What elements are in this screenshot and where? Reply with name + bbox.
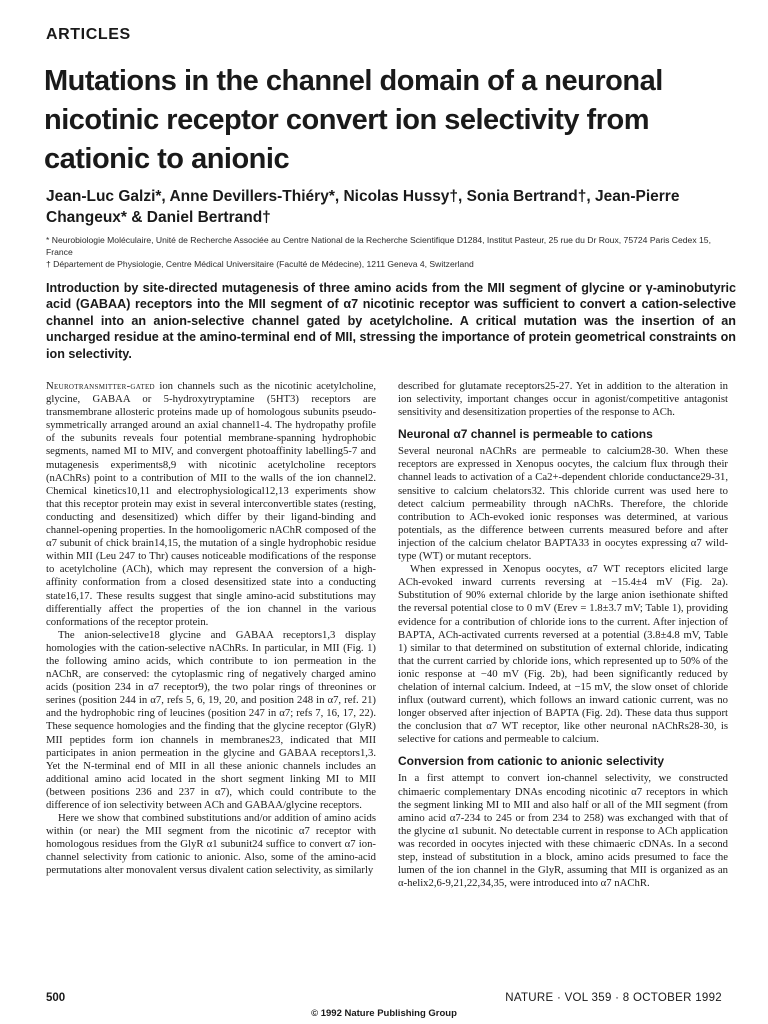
- abstract: Introduction by site-directed mutagenesis of three amino acids from the MII segment of glycine or γ-aminobutyric acid (GABAA) receptors into the MII segment of α7 nicotinic receptor was sufficient to convert a cation-selective channel into an anion-selective channel gated by acetylcholine. A critical mutation was the insertion of an uncharged residue at the amino-terminal end of MII, stressing the importance of protein geometrical constraints on ion selectivity.: [46, 281, 736, 361]
- body-paragraph: described for glutamate receptors25-27. Yet in addition to the alteration in ion selectivity, important changes occur in agonist/competitive antagonist sensitivity and desensitization properties of the response to ACh.: [398, 380, 728, 419]
- paragraph-text: ion channels such as the nicotinic acetylcholine, glycine, GABAA or 5-hydroxytryptamine (5HT3) receptors are transmembrane allosteric proteins made up of homologous subunits pseudo-symmetrically arranged around an axial channel1-4. The hydropathy profile of the subunits reveals four potential membrane-spanning hydrophobic segments, named MI to MIV, and convergent photoaffinity labelling5-7 and mutagenesis experiments8,9 with nicotinic acetylcholine receptors (nAChRs) point to a contribution of MII to the walls of the ion channel2. Chemical kinetics10,11 and electrophysiological12,13 experiments show that this receptor protein may exist in several interconvertible states (resting, conducting and desensitized) which differ by their ligand-binding and channel-opening properties. In the homooligomeric nAChR composed of the α7 subunit of chick brain14,15, the mutation of a single hydrophobic residue within MII (Leu 247 to Thr) causes noticeable modifications of the response to acetylcholine (ACh), which may represent the conversion of a high-affinity conformation from a closed desensitized state into a conducting state16,17. These results suggest that single amino-acid substitutions may differentially affect the properties of the ion channel in the various conformations of the receptor protein.: [46, 380, 376, 628]
- copyright-notice: © 1992 Nature Publishing Group: [311, 1008, 457, 1019]
- page-number: 500: [46, 992, 66, 1004]
- affiliations: [46, 234, 736, 270]
- right-column: [398, 380, 728, 980]
- body-paragraph: Several neuronal nAChRs are permeable to calcium28-30. When these receptors are expressed in Xenopus oocytes, the calcium flux through their channel leads to activation of a Ca2+-dependent chloride conductance29-31, sensitive to calcium chelators32. This chloride current was used here to detect calcium permeability through nAChRs. Therefore, the chloride contribution to ACh-evoked ionic responses was determined, at various potentials, as the difference between currents measured before and after injection of the calcium chelator BAPTA33 in oocytes expressing α7 wild-type (WT) or mutant receptors.: [398, 445, 728, 563]
- affiliation-paris: * Neurobiologie Moléculaire, Unité de Recherche Associée au Centre National de la Recherche Scientifique D1284, Institut Pasteur, 25 rue du Dr Roux, 75724 Paris Cedex 15, France: [46, 235, 711, 257]
- body-paragraph: The anion-selective18 glycine and GABAA receptors1,3 display homologies with the cation-selective nAChRs. In particular, in MII (Fig. 1) the following amino acids, which contribute to ion permeation in the nAChR, are conserved: the cytoplasmic ring of negatively charged amino acids (position 234 in α7 receptor9), the two polar rings of threonines or serines (position 244 in α7, refs 5, 6, 19, 20, and position 248 in α7, ref. 21) and the hydrophobic ring of leucines (position 247 in α7; refs 7, 16, 17, 22). These sequence homologies and the finding that the glycine receptor (GlyR) MII peptides form ion channels in membranes23, indicated that MII participates in anion permeation in the glycine and GABAA receptors1,3. Yet the N-terminal end of MII in all these anionic channels includes an additional amino acid located in the short segment linking MI to MII (between positions 236 and 237 in α7), which could contribute to the difference of ion selectivity between ACh and GABAA/glycine receptors.: [46, 628, 376, 811]
- body-paragraph: In a first attempt to convert ion-channel selectivity, we constructed chimaeric complementary DNAs encoding nicotinic α7 receptors in which the segment linking MI to MII and also half or all of the MII segment (from amino acid α7-234 to 245 or from 234 to 258) was exchanged with that of the glycine α1 subunit. No detectable current in response to ACh application was recorded in oocytes injected with these chimaeric cDNAs. In a second step, instead of substitution in a block, amino acids presumed to face the lumen of the ion channel in the GlyR, assuming that MII is organized as an α-helix2,6-9,21,22,34,35, were introduced into α7 nAChR.: [398, 772, 728, 890]
- section-heading: Conversion from cationic to anionic selectivity: [398, 754, 665, 769]
- section-heading: Neuronal α7 channel is permeable to cations: [398, 427, 653, 442]
- lead-in: Neurotransmitter-gated: [46, 380, 155, 392]
- body-paragraph: [46, 380, 376, 629]
- body-paragraph: Here we show that combined substitutions and/or addition of amino acids within (or near) the MII segment from the nicotinic α7 receptor with homologous residues from the GlyR α1 subunit24 suffice to convert α7 ion-channel selectivity from cationic to anionic. Also, some of the amino-acid permutations alter monovalent versus divalent cation selectivity, as similarly: [46, 812, 376, 877]
- body-paragraph: When expressed in Xenopus oocytes, α7 WT receptors elicited large ACh-evoked inward currents reversing at −15.4±4 mV (Fig. 2a). Substitution of 90% external chloride by the large anion isethionate shifted the reversal potential close to 0 mV (Erev = 1.8±3.7 mV; Table 1), providing evidence for a contribution of chloride ions to the current. After injection of BAPTA, ACh-activated currents reversed at a potential (3.8±4.8 mV, Table 1) similar to that determined on substitution of external chloride, indicating that the current carried by chloride ions, which represented up to 50% of the ionic response at −40 mV (Fig. 2b), had been significantly reduced by chelation of internal calcium. Indeed, at −15 mV, the slow onset of chloride influx (outward current), which follows an inward cationic current, was no longer observed after injection of BAPTA (Fig. 2d). These data thus support the conclusion that α7 WT receptor, like other neuronal nAChRs28-30, is selective for cations and permeable to calcium.: [398, 563, 728, 746]
- article-title: Mutations in the channel domain of a neuronal nicotinic receptor convert ion selectivity from cationic to anionic: [44, 65, 663, 175]
- left-column: [46, 380, 376, 980]
- section-label: ARTICLES: [46, 26, 131, 43]
- journal-citation: NATURE · VOL 359 · 8 OCTOBER 1992: [505, 992, 722, 1004]
- affiliation-geneva: † Département de Physiologie, Centre Médical Universitaire (Faculté de Médecine), 1211 Geneva 4, Switzerland: [46, 259, 474, 269]
- author-list: Jean-Luc Galzi*, Anne Devillers-Thiéry*, Nicolas Hussy†, Sonia Bertrand†, Jean-Pierre Changeux* & Daniel Bertrand†: [46, 188, 680, 226]
